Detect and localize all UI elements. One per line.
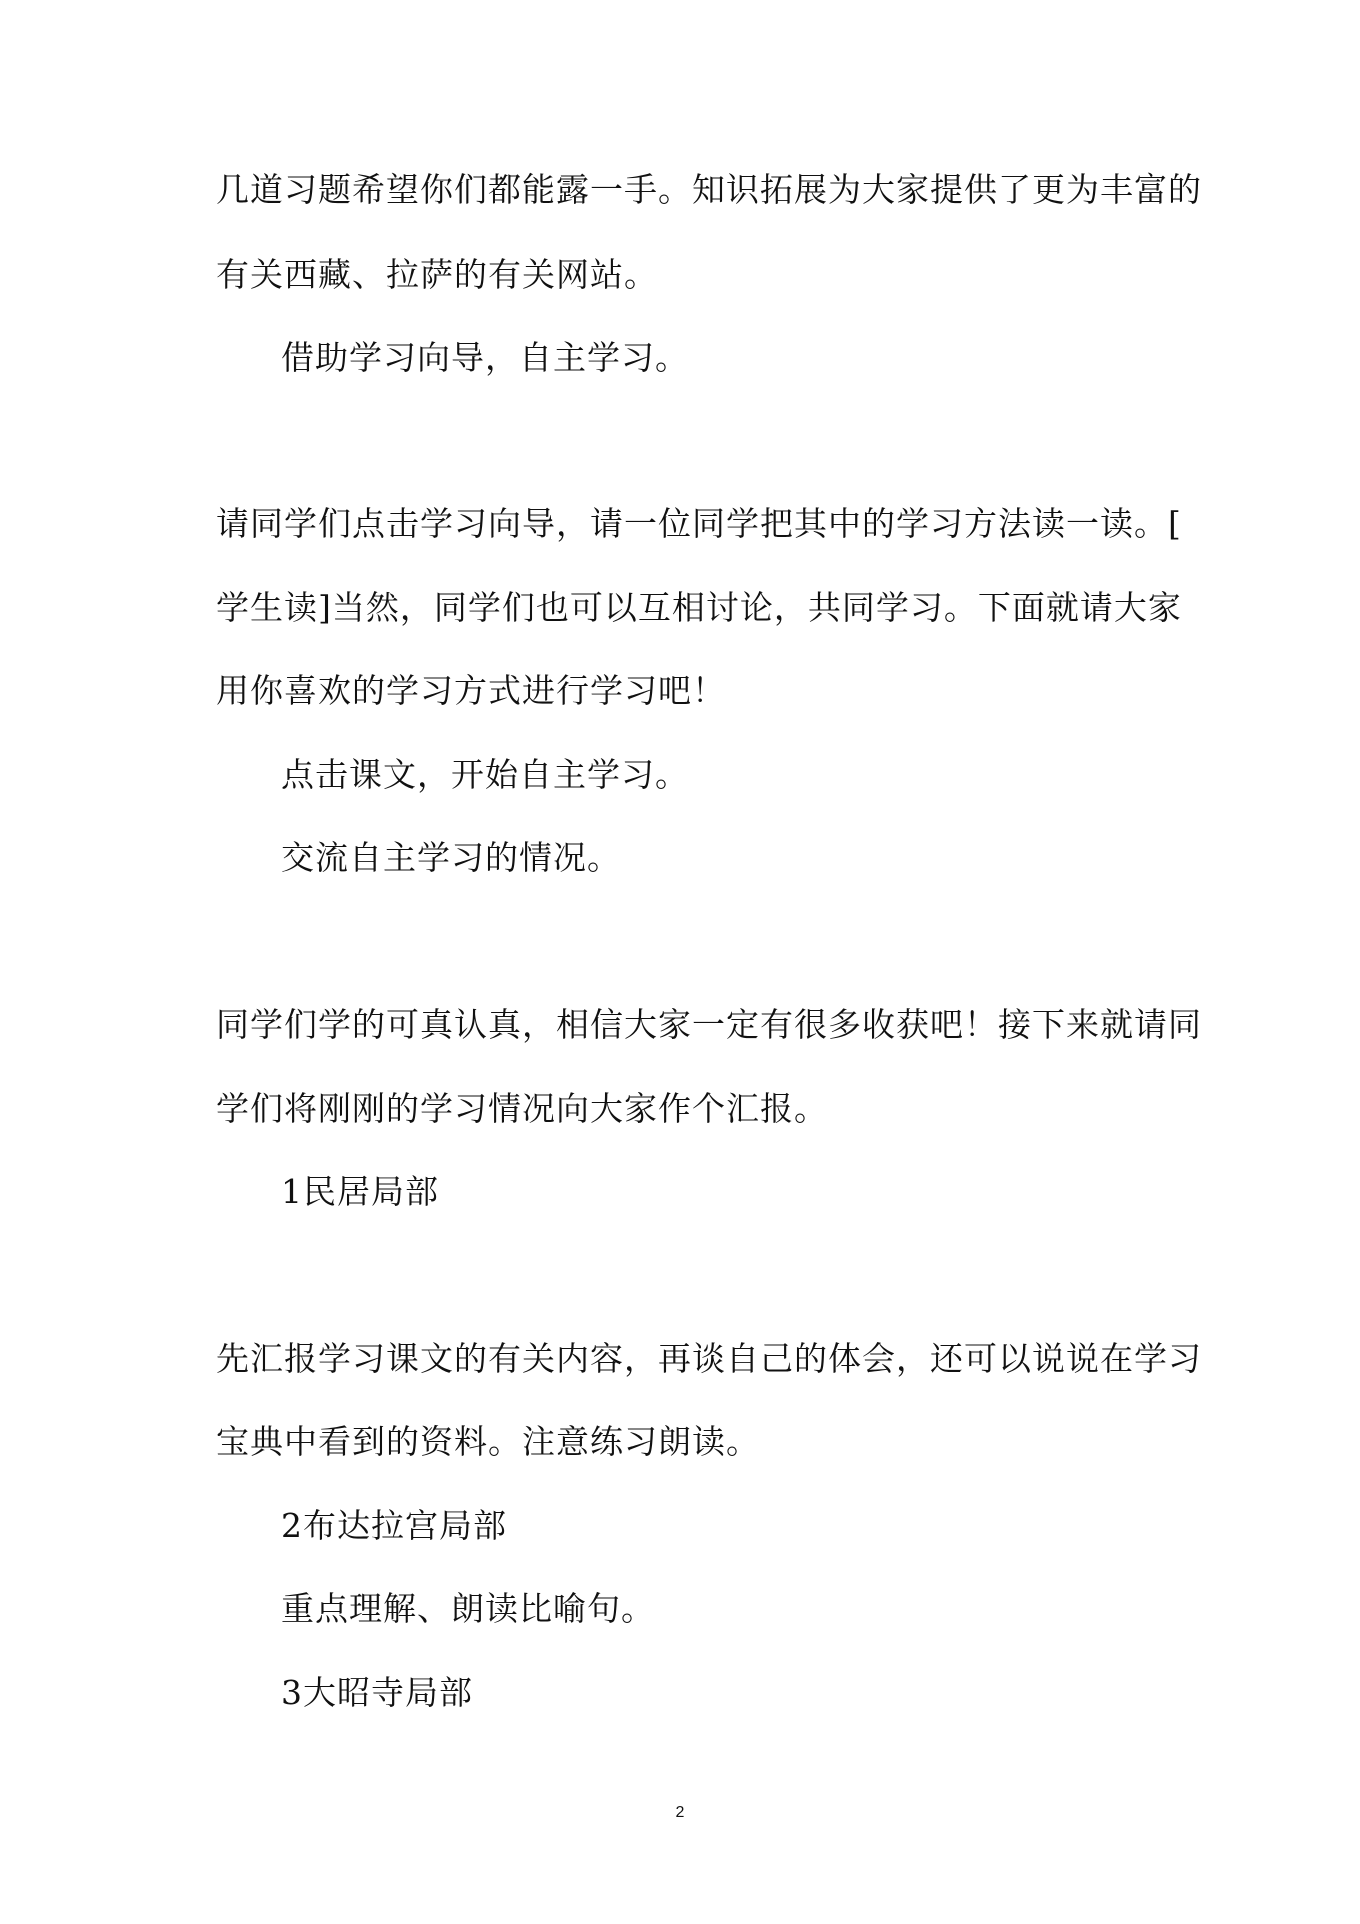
text-line: 交流自主学习的情况。 — [281, 838, 621, 877]
text-line: 几道习题希望你们都能露一手。知识拓展为大家提供了更为丰富的 — [216, 170, 1202, 209]
text-line: 用你喜欢的学习方式进行学习吧！ — [216, 671, 726, 710]
page-number: 2 — [675, 1804, 685, 1821]
text-line: 借助学习向导，自主学习。 — [281, 338, 689, 377]
text-line: 先汇报学习课文的有关内容，再谈自己的体会，还可以说说在学习 — [216, 1339, 1202, 1378]
text-line: 有关西藏、拉萨的有关网站。 — [216, 255, 658, 294]
text-line: 学们将刚刚的学习情况向大家作个汇报。 — [216, 1089, 828, 1128]
text-line: 2布达拉宫局部 — [281, 1506, 507, 1545]
text-line: 同学们学的可真认真，相信大家一定有很多收获吧！接下来就请同 — [216, 1005, 1202, 1044]
text-line: 请同学们点击学习向导，请一位同学把其中的学习方法读一读。[ — [216, 504, 1182, 543]
text-line: 重点理解、朗读比喻句。 — [281, 1589, 655, 1628]
text-line: 宝典中看到的资料。注意练习朗读。 — [216, 1422, 760, 1461]
text-line: 点击课文，开始自主学习。 — [281, 755, 689, 794]
text-line: 3大昭寺局部 — [281, 1673, 473, 1712]
text-line: 1民居局部 — [281, 1172, 439, 1211]
text-line: 学生读]当然，同学们也可以互相讨论，共同学习。下面就请大家 — [216, 588, 1182, 627]
